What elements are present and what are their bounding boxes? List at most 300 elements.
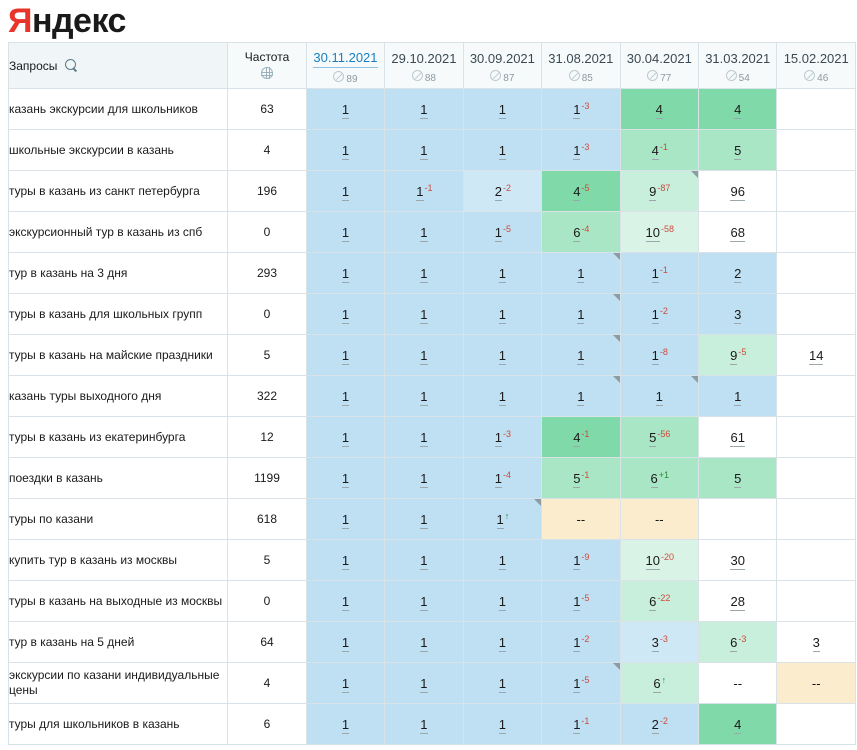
position-cell[interactable] bbox=[306, 540, 384, 581]
position-cell[interactable] bbox=[306, 171, 384, 212]
position-value[interactable]: 5 bbox=[734, 470, 742, 486]
position-cell bbox=[777, 540, 856, 581]
position-value[interactable]: 5 bbox=[734, 142, 742, 158]
position-value-wrap bbox=[420, 717, 427, 732]
position-value[interactable]: 1 bbox=[341, 142, 350, 158]
table-row bbox=[9, 294, 856, 335]
position-value[interactable]: 1 bbox=[341, 388, 350, 404]
position-cell[interactable] bbox=[699, 294, 777, 335]
position-value-wrap bbox=[813, 635, 820, 650]
date-label: 31.03.2021 bbox=[705, 50, 771, 66]
position-value[interactable]: 14 bbox=[808, 347, 824, 363]
position-value[interactable]: 5 bbox=[573, 470, 581, 486]
position-value[interactable]: 1 bbox=[420, 429, 428, 445]
query-cell[interactable]: туры в казань из екатеринбурга bbox=[9, 417, 228, 458]
position-cell[interactable] bbox=[542, 130, 620, 171]
position-cell[interactable] bbox=[306, 89, 384, 130]
position-cell[interactable] bbox=[699, 89, 777, 130]
position-value-wrap bbox=[653, 676, 665, 691]
position-cell[interactable] bbox=[620, 89, 698, 130]
position-cell[interactable] bbox=[542, 253, 620, 294]
position-value[interactable]: 1 bbox=[577, 265, 585, 281]
position-cell[interactable] bbox=[620, 212, 698, 253]
position-cell[interactable] bbox=[463, 622, 541, 663]
position-value[interactable]: 1 bbox=[651, 306, 659, 322]
position-value[interactable]: 1 bbox=[498, 593, 506, 609]
position-delta: -1 bbox=[581, 715, 590, 726]
position-cell[interactable] bbox=[306, 499, 384, 540]
position-value[interactable]: 6 bbox=[653, 675, 661, 691]
position-value[interactable]: 1 bbox=[420, 552, 428, 568]
position-value-wrap bbox=[495, 184, 510, 199]
position-value[interactable]: 4 bbox=[734, 716, 742, 732]
position-cell[interactable] bbox=[306, 376, 384, 417]
query-cell[interactable]: тур в казань на 5 дней bbox=[9, 622, 228, 663]
position-value[interactable]: 1 bbox=[498, 265, 506, 281]
position-cell[interactable] bbox=[699, 663, 777, 704]
position-value-wrap bbox=[499, 348, 506, 363]
position-cell[interactable] bbox=[306, 335, 384, 376]
position-cell[interactable] bbox=[542, 171, 620, 212]
position-cell[interactable] bbox=[463, 171, 541, 212]
table-row bbox=[9, 704, 856, 745]
position-cell bbox=[699, 499, 777, 540]
position-value[interactable]: 1 bbox=[498, 388, 506, 404]
position-value[interactable]: 1 bbox=[420, 347, 428, 363]
position-cell[interactable] bbox=[306, 253, 384, 294]
position-cell[interactable] bbox=[385, 499, 463, 540]
position-cell[interactable] bbox=[620, 704, 698, 745]
position-value-wrap bbox=[499, 389, 506, 404]
position-cell[interactable] bbox=[385, 458, 463, 499]
position-cell[interactable] bbox=[542, 622, 620, 663]
position-value[interactable]: 10 bbox=[645, 224, 660, 240]
frequency-cell: 4 bbox=[228, 130, 306, 171]
position-cell[interactable] bbox=[542, 458, 620, 499]
position-value[interactable]: 1 bbox=[420, 593, 428, 609]
position-value[interactable]: 1 bbox=[651, 265, 659, 281]
position-cell[interactable] bbox=[620, 581, 698, 622]
no-check-icon bbox=[647, 70, 658, 81]
position-cell[interactable] bbox=[385, 540, 463, 581]
position-cell[interactable] bbox=[699, 417, 777, 458]
position-value[interactable]: 5 bbox=[649, 429, 657, 445]
query-cell[interactable]: туры в казань на майские праздники bbox=[9, 335, 228, 376]
position-value[interactable]: 1 bbox=[420, 634, 428, 650]
date-label: 30.11.2021 bbox=[313, 50, 377, 68]
position-cell[interactable] bbox=[620, 499, 698, 540]
position-cell[interactable] bbox=[463, 417, 541, 458]
position-value[interactable]: 1 bbox=[494, 224, 502, 240]
position-value[interactable]: 3 bbox=[812, 634, 820, 650]
position-delta: -5 bbox=[738, 346, 747, 357]
position-value[interactable]: 1 bbox=[341, 593, 350, 609]
position-delta: -2 bbox=[581, 633, 590, 644]
position-cell[interactable] bbox=[699, 581, 777, 622]
column-header-date-6[interactable] bbox=[777, 43, 856, 89]
position-value-wrap bbox=[734, 717, 741, 732]
query-cell[interactable]: казань туры выходного дня bbox=[9, 376, 228, 417]
position-value-wrap bbox=[577, 348, 584, 363]
position-value[interactable]: 1 bbox=[573, 675, 581, 691]
position-value[interactable]: 1 bbox=[573, 101, 581, 117]
position-value[interactable]: 1 bbox=[498, 101, 506, 117]
query-cell[interactable]: туры в казань на выходные из москвы bbox=[9, 581, 228, 622]
position-cell[interactable] bbox=[542, 335, 620, 376]
position-value[interactable]: 1 bbox=[341, 101, 350, 117]
query-cell[interactable]: казань экскурсии для школьников bbox=[9, 89, 228, 130]
position-cell[interactable] bbox=[385, 89, 463, 130]
position-cell[interactable] bbox=[306, 704, 384, 745]
position-delta: +1 bbox=[658, 469, 670, 480]
position-value[interactable]: 1 bbox=[494, 470, 502, 486]
position-value[interactable]: 3 bbox=[734, 306, 742, 322]
position-cell[interactable] bbox=[699, 376, 777, 417]
position-value-wrap bbox=[420, 102, 427, 117]
position-value[interactable]: 1 bbox=[420, 675, 428, 691]
query-cell[interactable]: тур в казань на 3 дня bbox=[9, 253, 228, 294]
yandex-logo[interactable] bbox=[8, 2, 126, 40]
position-value[interactable]: 2 bbox=[734, 265, 742, 281]
position-value-wrap bbox=[416, 184, 431, 199]
position-value[interactable]: 1 bbox=[498, 142, 506, 158]
position-cell[interactable] bbox=[620, 417, 698, 458]
position-value[interactable]: 28 bbox=[730, 593, 745, 609]
position-value[interactable]: 1 bbox=[577, 388, 585, 404]
position-cell[interactable] bbox=[306, 130, 384, 171]
position-cell[interactable] bbox=[777, 335, 856, 376]
query-cell[interactable]: поездки в казань bbox=[9, 458, 228, 499]
position-value[interactable]: 1 bbox=[577, 306, 585, 322]
queries-label: Запросы bbox=[9, 58, 58, 73]
position-value[interactable]: 4 bbox=[651, 142, 659, 158]
position-value[interactable]: 2 bbox=[494, 183, 502, 199]
position-cell[interactable] bbox=[463, 253, 541, 294]
position-cell[interactable] bbox=[306, 663, 384, 704]
position-cell[interactable] bbox=[463, 458, 541, 499]
position-cell[interactable] bbox=[620, 376, 698, 417]
frequency-cell: 0 bbox=[228, 294, 306, 335]
date-label: 30.04.2021 bbox=[626, 50, 692, 66]
position-cell[interactable] bbox=[385, 417, 463, 458]
position-cell[interactable] bbox=[385, 212, 463, 253]
position-cell[interactable] bbox=[385, 335, 463, 376]
table-row bbox=[9, 89, 856, 130]
position-cell[interactable] bbox=[542, 417, 620, 458]
date-sub: 87 bbox=[503, 72, 515, 84]
column-header-date-4[interactable] bbox=[620, 43, 698, 89]
position-value-wrap bbox=[573, 102, 588, 117]
position-value[interactable]: 61 bbox=[730, 429, 745, 445]
header-row bbox=[9, 43, 856, 89]
position-cell[interactable] bbox=[463, 540, 541, 581]
table-row bbox=[9, 376, 856, 417]
position-value[interactable]: 1 bbox=[573, 142, 581, 158]
position-value[interactable]: 1 bbox=[498, 306, 506, 322]
position-cell bbox=[777, 376, 856, 417]
position-value[interactable]: 1 bbox=[420, 142, 428, 158]
position-value: -- bbox=[576, 511, 586, 527]
position-value-wrap bbox=[730, 553, 744, 568]
position-delta: -9 bbox=[581, 551, 590, 562]
position-cell[interactable] bbox=[306, 581, 384, 622]
position-value[interactable]: 1 bbox=[498, 634, 506, 650]
position-value[interactable]: 1 bbox=[573, 593, 581, 609]
position-value[interactable]: 1 bbox=[734, 388, 742, 404]
position-cell[interactable] bbox=[463, 130, 541, 171]
position-cell[interactable] bbox=[306, 458, 384, 499]
position-value[interactable]: 1 bbox=[577, 347, 585, 363]
position-value[interactable]: 96 bbox=[730, 183, 745, 199]
position-value[interactable]: 1 bbox=[341, 224, 350, 240]
column-header-date-1[interactable] bbox=[385, 43, 463, 89]
position-cell[interactable] bbox=[620, 540, 698, 581]
position-value-wrap bbox=[573, 143, 588, 158]
position-cell bbox=[777, 294, 856, 335]
query-cell[interactable]: туры в казань из санкт петербурга bbox=[9, 171, 228, 212]
position-value: -- bbox=[733, 675, 743, 691]
position-value[interactable]: 1 bbox=[341, 429, 350, 445]
position-cell[interactable] bbox=[385, 704, 463, 745]
position-cell[interactable] bbox=[463, 212, 541, 253]
position-value-wrap bbox=[652, 266, 667, 281]
position-value[interactable]: 9 bbox=[649, 183, 657, 199]
query-cell[interactable]: экскурсионный тур в казань из спб bbox=[9, 212, 228, 253]
position-value-wrap bbox=[499, 307, 506, 322]
position-cell[interactable] bbox=[777, 663, 856, 704]
position-cell[interactable] bbox=[699, 171, 777, 212]
position-cell[interactable] bbox=[385, 130, 463, 171]
table-row bbox=[9, 499, 856, 540]
position-cell[interactable] bbox=[699, 622, 777, 663]
position-value[interactable]: 1 bbox=[573, 552, 581, 568]
position-value[interactable]: 6 bbox=[650, 470, 658, 486]
position-cell[interactable] bbox=[777, 622, 856, 663]
table-row bbox=[9, 622, 856, 663]
position-value-wrap bbox=[655, 512, 664, 527]
position-value-wrap bbox=[420, 266, 427, 281]
position-value[interactable]: 3 bbox=[651, 634, 659, 650]
position-cell bbox=[777, 253, 856, 294]
position-cell[interactable] bbox=[542, 212, 620, 253]
query-cell[interactable]: школьные экскурсии в казань bbox=[9, 130, 228, 171]
globe-icon bbox=[261, 67, 273, 79]
position-cell[interactable] bbox=[620, 130, 698, 171]
position-delta: -87 bbox=[657, 182, 671, 193]
position-cell[interactable] bbox=[620, 458, 698, 499]
position-cell[interactable] bbox=[385, 581, 463, 622]
position-cell[interactable] bbox=[385, 663, 463, 704]
position-cell[interactable] bbox=[699, 458, 777, 499]
position-cell[interactable] bbox=[542, 376, 620, 417]
position-cell[interactable] bbox=[463, 499, 541, 540]
position-cell[interactable] bbox=[620, 622, 698, 663]
position-cell[interactable] bbox=[463, 704, 541, 745]
position-value-wrap bbox=[652, 635, 667, 650]
position-value[interactable]: 1 bbox=[416, 183, 424, 199]
no-check-icon bbox=[333, 71, 344, 82]
position-value[interactable]: 6 bbox=[730, 634, 738, 650]
column-header-date-5[interactable] bbox=[699, 43, 777, 89]
position-cell[interactable] bbox=[463, 335, 541, 376]
position-value[interactable]: 6 bbox=[573, 224, 581, 240]
frequency-cell: 0 bbox=[228, 212, 306, 253]
position-value[interactable]: 1 bbox=[496, 511, 504, 527]
query-cell[interactable]: туры по казани bbox=[9, 499, 228, 540]
position-value[interactable]: 30 bbox=[730, 552, 745, 568]
position-cell[interactable] bbox=[620, 294, 698, 335]
position-value[interactable]: 1 bbox=[498, 716, 506, 732]
table-row bbox=[9, 458, 856, 499]
position-value[interactable]: 1 bbox=[341, 511, 350, 527]
date-sub: 77 bbox=[660, 72, 672, 84]
position-cell[interactable] bbox=[306, 622, 384, 663]
position-value[interactable]: 4 bbox=[655, 101, 663, 117]
position-cell[interactable] bbox=[385, 171, 463, 212]
position-value[interactable]: 4 bbox=[734, 101, 742, 117]
position-value-wrap bbox=[573, 676, 588, 691]
position-value[interactable]: 1 bbox=[341, 347, 350, 363]
position-cell bbox=[777, 499, 856, 540]
position-value[interactable]: 1 bbox=[655, 388, 663, 404]
position-cell[interactable] bbox=[542, 663, 620, 704]
position-value-wrap bbox=[730, 430, 744, 445]
query-cell[interactable]: экскурсии по казани индивидуальные цены bbox=[9, 663, 228, 704]
query-cell[interactable]: туры в казань для школьных групп bbox=[9, 294, 228, 335]
position-value[interactable]: 1 bbox=[651, 347, 659, 363]
no-check-icon bbox=[804, 70, 815, 81]
position-cell[interactable] bbox=[463, 294, 541, 335]
position-value[interactable]: 1 bbox=[420, 470, 428, 486]
position-cell[interactable] bbox=[699, 335, 777, 376]
position-value[interactable]: 10 bbox=[645, 552, 660, 568]
table-row bbox=[9, 417, 856, 458]
position-cell[interactable] bbox=[699, 704, 777, 745]
position-cell[interactable] bbox=[542, 581, 620, 622]
position-value[interactable]: 1 bbox=[573, 634, 581, 650]
position-value[interactable]: 6 bbox=[649, 593, 657, 609]
position-value[interactable]: 1 bbox=[498, 347, 506, 363]
position-value[interactable]: 1 bbox=[420, 511, 428, 527]
position-value[interactable]: 1 bbox=[420, 101, 428, 117]
position-value[interactable]: 68 bbox=[730, 224, 745, 240]
position-cell[interactable] bbox=[463, 89, 541, 130]
no-check-icon bbox=[726, 70, 737, 81]
no-check-icon bbox=[569, 70, 580, 81]
date-label: 29.10.2021 bbox=[391, 50, 457, 66]
position-value-wrap bbox=[734, 471, 741, 486]
date-sub: 88 bbox=[424, 72, 436, 84]
position-value-wrap bbox=[573, 635, 588, 650]
position-cell[interactable] bbox=[542, 294, 620, 335]
table-row bbox=[9, 581, 856, 622]
column-header-queries[interactable] bbox=[9, 43, 228, 89]
position-cell[interactable] bbox=[306, 294, 384, 335]
position-cell[interactable] bbox=[699, 540, 777, 581]
position-value[interactable]: 4 bbox=[573, 429, 581, 445]
position-value[interactable]: 1 bbox=[573, 716, 581, 732]
position-cell[interactable] bbox=[620, 663, 698, 704]
position-value[interactable]: 1 bbox=[498, 552, 506, 568]
position-value[interactable]: 1 bbox=[498, 675, 506, 691]
position-value[interactable]: 1 bbox=[420, 306, 428, 322]
position-value[interactable]: 1 bbox=[341, 265, 350, 281]
column-header-date-3[interactable] bbox=[542, 43, 620, 89]
position-value[interactable]: 1 bbox=[420, 388, 428, 404]
position-cell[interactable] bbox=[542, 89, 620, 130]
position-delta: -20 bbox=[661, 551, 675, 562]
position-value-wrap bbox=[342, 635, 349, 650]
position-value[interactable]: 1 bbox=[341, 716, 350, 732]
position-cell[interactable] bbox=[463, 663, 541, 704]
date-label: 15.02.2021 bbox=[783, 50, 849, 66]
position-cell[interactable] bbox=[385, 253, 463, 294]
position-value[interactable]: 4 bbox=[573, 183, 581, 199]
position-cell[interactable] bbox=[385, 376, 463, 417]
position-delta: -1 bbox=[659, 141, 668, 152]
position-value[interactable]: 1 bbox=[420, 265, 428, 281]
position-cell[interactable] bbox=[306, 417, 384, 458]
position-value[interactable]: 1 bbox=[341, 634, 350, 650]
position-cell[interactable] bbox=[699, 253, 777, 294]
position-value-wrap bbox=[499, 717, 506, 732]
position-delta: -5 bbox=[502, 223, 511, 234]
table-row bbox=[9, 130, 856, 171]
position-value[interactable]: 1 bbox=[341, 470, 350, 486]
frequency-cell: 6 bbox=[228, 704, 306, 745]
position-cell[interactable] bbox=[620, 171, 698, 212]
position-cell[interactable] bbox=[620, 335, 698, 376]
position-value-wrap bbox=[652, 143, 667, 158]
position-cell[interactable] bbox=[699, 130, 777, 171]
position-value-wrap bbox=[499, 594, 506, 609]
position-cell[interactable] bbox=[306, 212, 384, 253]
position-value[interactable]: 9 bbox=[730, 347, 738, 363]
position-value[interactable]: 1 bbox=[341, 552, 350, 568]
position-value-wrap bbox=[646, 553, 673, 568]
position-cell[interactable] bbox=[542, 499, 620, 540]
position-value[interactable]: 1 bbox=[341, 675, 350, 691]
position-value[interactable]: 1 bbox=[420, 224, 428, 240]
search-icon[interactable] bbox=[65, 59, 78, 72]
position-value[interactable]: 1 bbox=[420, 716, 428, 732]
column-header-date-0[interactable] bbox=[306, 43, 384, 89]
position-cell[interactable] bbox=[542, 540, 620, 581]
position-cell[interactable] bbox=[699, 212, 777, 253]
position-delta: -1 bbox=[581, 469, 590, 480]
position-value-wrap bbox=[499, 676, 506, 691]
position-value[interactable]: 2 bbox=[651, 716, 659, 732]
query-cell[interactable]: купить тур в казань из москвы bbox=[9, 540, 228, 581]
position-value-wrap bbox=[651, 471, 669, 486]
column-header-date-2[interactable] bbox=[463, 43, 541, 89]
position-cell[interactable] bbox=[463, 376, 541, 417]
position-value[interactable]: 1 bbox=[341, 306, 350, 322]
position-cell[interactable] bbox=[463, 581, 541, 622]
no-check-icon bbox=[412, 70, 423, 81]
position-value[interactable]: 1 bbox=[494, 429, 502, 445]
position-cell[interactable] bbox=[542, 704, 620, 745]
query-cell[interactable]: туры для школьников в казань bbox=[9, 704, 228, 745]
position-cell[interactable] bbox=[385, 622, 463, 663]
position-cell[interactable] bbox=[620, 253, 698, 294]
position-value[interactable]: 1 bbox=[341, 183, 350, 199]
position-cell bbox=[777, 581, 856, 622]
position-cell[interactable] bbox=[385, 294, 463, 335]
frequency-cell: 5 bbox=[228, 540, 306, 581]
column-header-frequency[interactable] bbox=[228, 43, 306, 89]
position-cell bbox=[777, 171, 856, 212]
